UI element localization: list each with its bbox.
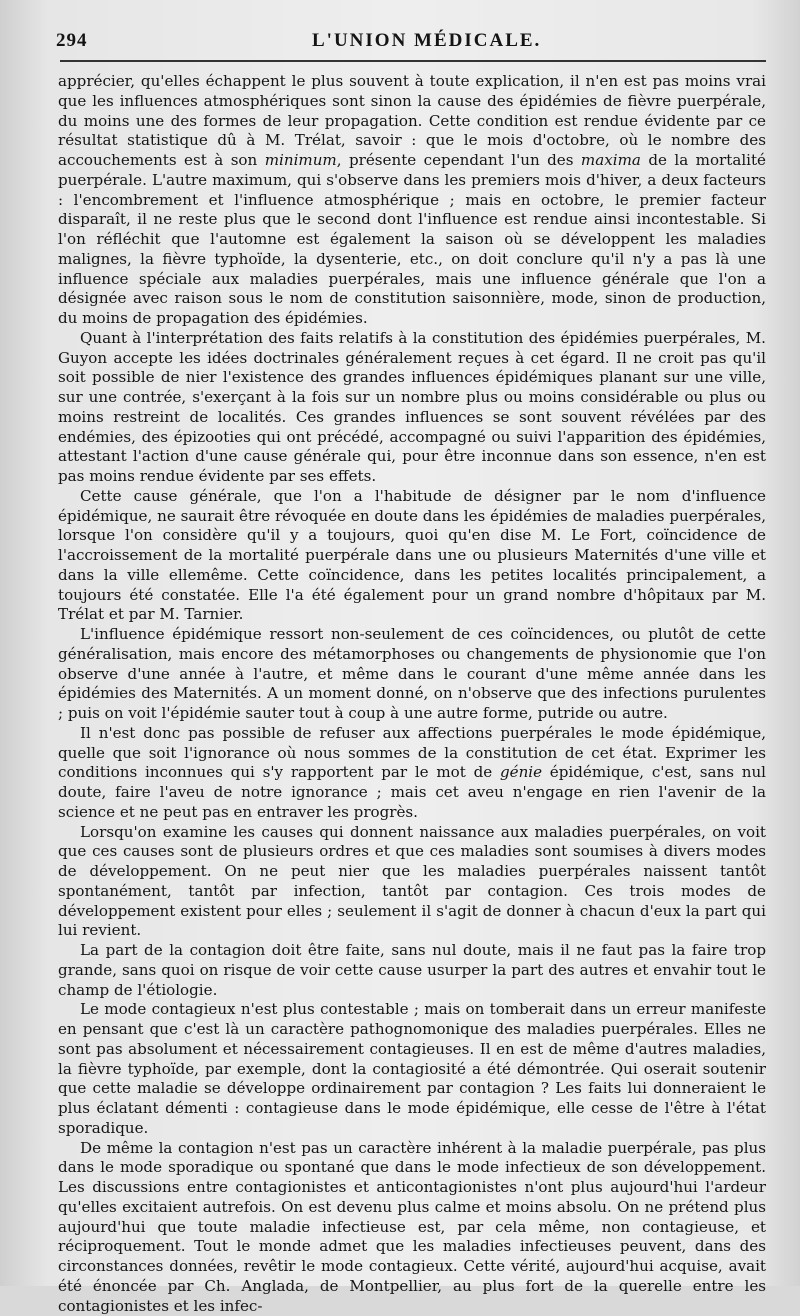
text-run: épidémique, c'est, sans nul doute, faire l'aveu de notre ignorance ; mais cet aveu n'engage en rien l'avenir de la science et ne peut pas en entraver les progrès. [58,763,766,821]
text-run: Lorsqu'on examine les causes qui donnent naissance aux maladies puerpérales, on voit que ces causes sont de plusieurs ordres et que ces maladies sont soumises à divers modes de développement. On ne peut nier que les maladies puerpérales naissent tantôt spontanément, tantôt par infection, tantôt par contagion. Ces trois modes de développement existent pour elles ; seulement il s'agit de donner à chacun d'eux la part qui lui revient. [58,823,766,940]
text-run: Il n'est donc pas possible de refuser aux affections puerpérales le mode épidémique, quelle que soit l'ignorance où nous sommes de la constitution de cet état. Exprimer les conditions inconnues qui s'y rapportent par le mot de [58,724,766,782]
running-title: L'UNION MÉDICALE. [312,30,541,52]
paragraph [58,72,766,329]
text-run: La part de la contagion doit être faite, sans nul doute, mais il ne faut pas la faire trop grande, sans quoi on risque de voir cette cause usurper la part des autres et envahir tout le champ de l'étiologie. [58,941,766,999]
paragraph [58,625,766,724]
page-header [52,22,766,52]
header-rule [60,60,766,62]
text-run: , présente cependant l'un des [337,151,581,169]
text-run: de la mortalité puerpérale. L'autre maximum, qui s'observe dans les premiers mois d'hiver, a deux facteurs : l'encombrement et l'influence atmosphérique ; mais en octobre, le premier facteur disparaît, il ne reste plus que le second dont l'influence est rendue ainsi incontestable. Si l'on réfléchit que l'automne est également la saison où se développent les maladies malignes, la fièvre typhoïde, la dysenterie, etc., on doit conclure qu'il n'y a pas là une influence spéciale aux maladies puerpérales, mais une influence générale que l'on a désignée avec raison sous le nom de constitution saisonnière, mode, sinon de production, du moins de propagation des épidémies. [58,151,766,327]
body-text [58,72,766,1316]
paragraph [58,1000,766,1138]
italic-term: minimum [265,151,337,169]
text-run: L'influence épidémique ressort non-seulement de ces coïncidences, ou plutôt de cette généralisation, mais encore des métamorphoses ou changements de physionomie que l'on observe d'une année à l'autre, et même dans le courant d'une même année dans les épidémies des Maternités. A un moment donné, on n'observe que des infections purulentes ; puis on voit l'épidémie sauter tout à coup à une autre forme, putride ou autre. [58,625,766,722]
paragraph [58,329,766,487]
text-run: apprécier, qu'elles échappent le plus souvent à toute explication, il n'en est pas moins vrai que les influences atmosphériques sont sinon la cause des épidémies de fièvre puerpérale, du moins une des formes de leur propagation. Cette condition est rendue évidente par ce résultat statistique dû à M. Trélat, savoir : que le mois d'octobre, où le nombre des accouchements est à son [58,72,766,169]
paragraph [58,724,766,823]
text-run: Cette cause générale, que l'on a l'habitude de désigner par le nom d'influence épidémique, ne saurait être révoquée en doute dans les épidémies de maladies puerpérales, lorsque l'on considère qu'il y a toujours, quoi qu'en dise M. Le Fort, coïncidence de l'accroissement de la mortalité puerpérale dans une ou plusieurs Maternités d'une ville et dans la ville ellemême. Cette coïncidence, dans les petites localités principalement, a toujours été constatée. Elle l'a été également pour un grand nombre d'hôpitaux par M. Trélat et par M. Tarnier. [58,487,766,624]
paragraph [58,487,766,625]
italic-term: génie [500,763,542,781]
text-run: De même la contagion n'est pas un caractère inhérent à la maladie puerpérale, pas plus dans le mode sporadique ou spontané que dans le mode infectieux de son développement. Les discussions entre contagionistes et anticontagionistes n'ont plus aujourd'hui l'ardeur qu'elles excitaient autrefois. On est devenu plus calme et moins absolu. On ne prétend plus aujourd'hui que toute maladie infectieuse est, par cela même, non contagieuse, et réciproquement. Tout le monde admet que les maladies infectieuses peuvent, dans des circonstances données, revêtir le mode contagieux. Cette vérité, aujourd'hui acquise, avait été énoncée par Ch. Anglada, de Montpellier, au plus fort de la querelle entre les contagionistes et les infec- [58,1139,766,1315]
paragraph [58,823,766,942]
text-run: Le mode contagieux n'est plus contestable ; mais on tomberait dans un erreur manifeste en pensant que c'est là un caractère pathognomonique des maladies puerpérales. Elles ne sont pas absolument et nécessairement contagieuses. Il en est de même d'autres maladies, la fièvre typhoïde, par exemple, dont la contagiosité a été démontrée. Qui oserait soutenir que cette maladie se développe ordinairement par contagion ? Les faits lui donneraient le plus éclatant démenti : contagieuse dans le mode épidémique, elle cesse de l'être à l'état sporadique. [58,1000,766,1137]
page-number: 294 [56,30,88,52]
paragraph [58,941,766,1000]
paragraph [58,1139,766,1316]
text-run: Quant à l'interprétation des faits relatifs à la constitution des épidémies puerpérales, M. Guyon accepte les idées doctrinales généralement reçues à cet égard. Il ne croit pas qu'il soit possible de nier l'existence des grandes influences épidémiques planant sur une ville, sur une contrée, s'exerçant à la fois sur un nombre plus ou moins considérable ou plus ou moins restreint de localités. Ces grandes influences se sont souvent révélées par des endémies, des épizooties qui ont précédé, accompagné ou suivi l'apparition des épidémies, attestant l'action d'une cause générale qui, pour être inconnue dans son essence, n'en est pas moins rendue évidente par ses effets. [58,329,766,485]
italic-term: maxima [581,151,641,169]
